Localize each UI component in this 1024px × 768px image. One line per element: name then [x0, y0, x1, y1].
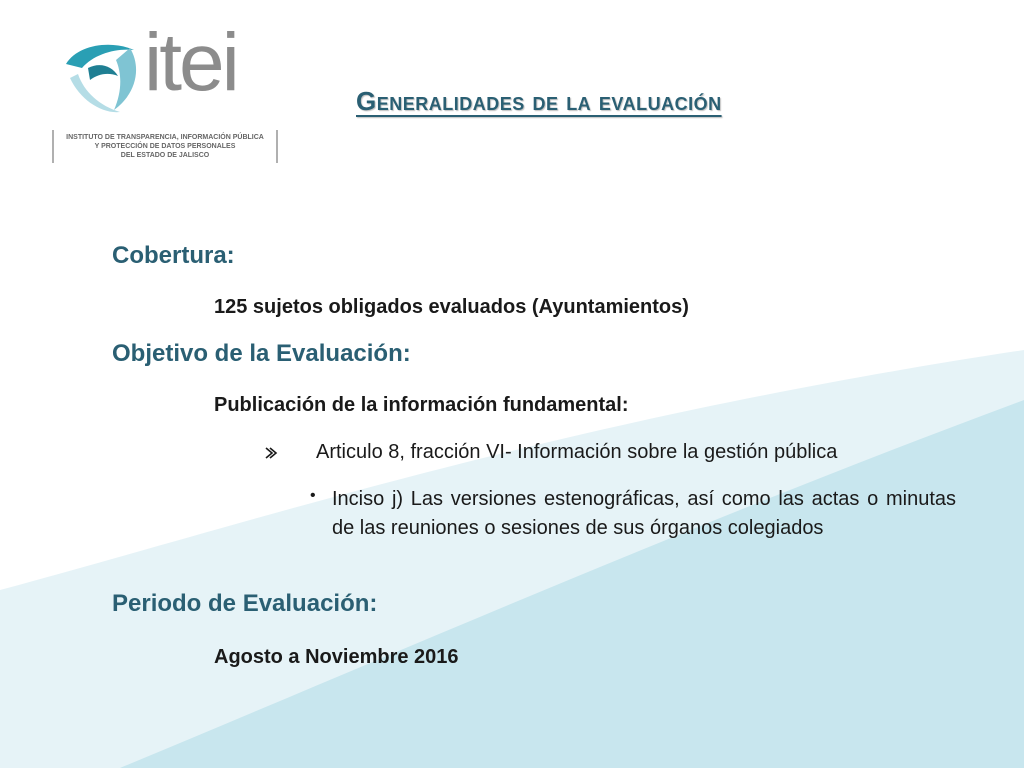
arrow-bullet-icon: [264, 446, 278, 460]
periodo-heading: Periodo de Evaluación:: [112, 590, 378, 617]
logo-caption-line-2: Y PROTECCIÓN DE DATOS PERSONALES: [94, 143, 236, 150]
objetivo-heading: Objetivo de la Evaluación:: [112, 340, 411, 367]
logo-wordmark: itei: [144, 17, 237, 108]
objetivo-value: Publicación de la información fundamental:: [214, 394, 629, 416]
article-item: Articulo 8, fracción VI- Información sobre la gestión pública: [316, 441, 838, 463]
slide-title: Generalidades de la evaluación: [356, 86, 722, 116]
periodo-value: Agosto a Noviembre 2016: [214, 646, 459, 668]
logo-caption-line-1: INSTITUTO DE TRANSPARENCIA, INFORMACIÓN PÚBLICA: [66, 134, 264, 141]
logo-caption-line-3: DEL ESTADO DE JALISCO: [120, 152, 210, 159]
cobertura-value: 125 sujetos obligados evaluados (Ayuntamientos): [214, 296, 689, 318]
inciso-item: Inciso j) Las versiones estenográficas, así como las actas o minutas de las reuniones o sesiones de sus órganos colegiados: [332, 488, 956, 539]
dot-bullet-icon: •: [310, 487, 316, 504]
cobertura-heading: Cobertura:: [112, 242, 235, 269]
